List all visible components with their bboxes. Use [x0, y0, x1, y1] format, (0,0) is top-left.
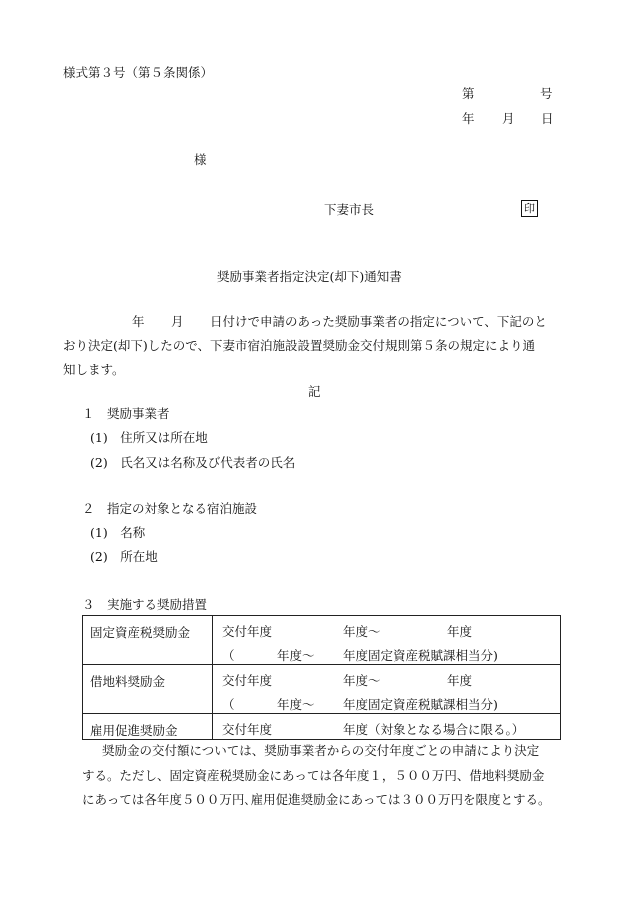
addressee-honorific: 様: [194, 152, 207, 167]
table-cell-details: [213, 665, 561, 714]
seal-mark: 印: [521, 200, 538, 217]
closing-line-2: する。ただし、固定資産税奨励金にあっては各年度１，５００万円、借地料奨励金: [82, 768, 545, 783]
table-cell-category: 固定資産税奨励金: [83, 616, 213, 665]
section-2-heading: ２ 指定の対象となる宿泊施設: [82, 501, 258, 516]
year-from-label: 年度～: [277, 697, 315, 712]
incentive-measures-table: [82, 615, 561, 740]
paren-open: （: [222, 648, 235, 663]
closing-line-3: にあっては各年度５００万円､雇用促進奨励金にあっては３００万円を限度とする。: [82, 792, 551, 807]
issuer-name: 下妻市長: [324, 202, 375, 217]
table-cell-category: 借地料奨励金: [83, 665, 213, 714]
year-from-label: 年度～: [343, 673, 381, 688]
ki-heading: 記: [308, 384, 321, 399]
intro-line-1: 日付けで申請のあった奨励事業者の指定について、下記のと: [210, 314, 547, 329]
form-label: 様式第３号（第５条関係）: [63, 65, 214, 80]
table-row: [83, 714, 561, 740]
section-1-item-1: (1) 住所又は所在地: [90, 430, 208, 445]
intro-line-3: 知します。: [63, 362, 125, 377]
year-to-label: 年度: [447, 673, 473, 688]
document-title: 奨励事業者指定決定(却下)通知書: [217, 269, 402, 284]
paren-open: （: [222, 697, 235, 712]
year-from-label: 年度～: [277, 648, 315, 663]
section-2-item-2: (2) 所在地: [90, 549, 158, 564]
intro-line-2: おり決定(却下)したので、下妻市宿泊施設設置奨励金交付規則第５条の規定により通: [63, 338, 536, 353]
table-cell-details: [213, 714, 561, 740]
document-number-dai: 第: [462, 86, 475, 101]
section-1-heading: １ 奨励事業者: [82, 406, 170, 421]
section-1-item-2: (2) 氏名又は名称及び代表者の氏名: [90, 455, 296, 470]
delivery-year-label: 交付年度: [222, 624, 273, 639]
delivery-year-label: 交付年度: [222, 673, 273, 688]
date-month: 月: [502, 111, 515, 126]
section-2-item-1: (1) 名称: [90, 525, 146, 540]
date-day: 日: [541, 111, 554, 126]
year-condition-label: 年度（対象となる場合に限る。）: [343, 722, 525, 737]
table-cell-details: [213, 616, 561, 665]
year-from-label: 年度～: [343, 624, 381, 639]
table-cell-category: 雇用促進奨励金: [83, 714, 213, 740]
equivalent-note: 年度固定資産税賦課相当分): [343, 697, 498, 712]
section-3-heading: ３ 実施する奨励措置: [82, 597, 208, 612]
delivery-year-label: 交付年度: [222, 722, 273, 737]
intro-year: 年: [132, 314, 145, 329]
date-year: 年: [462, 111, 475, 126]
year-to-label: 年度: [447, 624, 473, 639]
document-number-go: 号: [540, 86, 553, 101]
table-row: [83, 665, 561, 714]
table-row: [83, 616, 561, 665]
intro-month: 月: [171, 314, 184, 329]
equivalent-note: 年度固定資産税賦課相当分): [343, 648, 498, 663]
closing-line-1: 奨励金の交付額については、奨励事業者からの交付年度ごとの申請により決定: [102, 743, 540, 758]
